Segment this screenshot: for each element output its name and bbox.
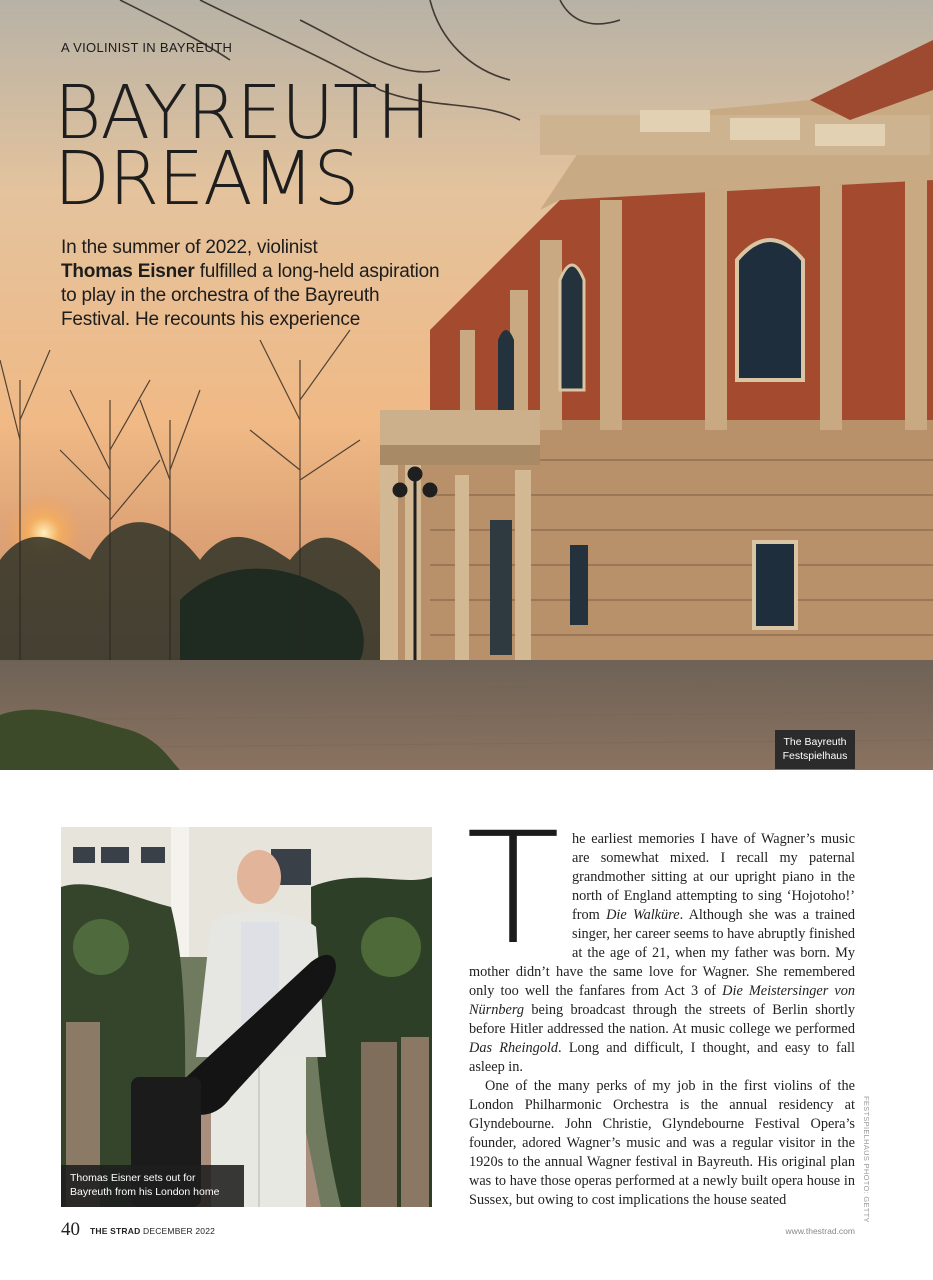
thomas-eisner-photo: [61, 827, 432, 1207]
photo-caption: Thomas Eisner sets out for Bayreuth from his London home: [61, 1165, 244, 1207]
photo-credit: FESTSPIELHAUS PHOTO: GETTY: [862, 1096, 871, 1223]
standfirst-rest: fulfilled a long-held aspiration to play in the orchestra of the Bayreuth Festival. He recounts his experience: [61, 261, 440, 330]
section-kicker: A VIOLINIST IN BAYREUTH: [61, 40, 233, 55]
issue-date: DECEMBER 2022: [143, 1226, 216, 1236]
article-headline: [54, 70, 431, 222]
standfirst-author-name: Thomas Eisner: [61, 261, 195, 282]
headline-line-1: BAYREUTH: [54, 70, 431, 156]
paragraph-2: One of the many perks of my job in the first violins of the London Philharmonic Orchestra is the annual residency at Glyndebourne. John Christie, Glyndebourne Festival Opera’s founder, adored Wagner’s music and was a regular visitor in the 1920s to the annual Wagner festival in Bayreuth. His original plan was to have those operas performed at a newly built opera house in Sussex, but owing to cost implications the house seated: [469, 1078, 855, 1208]
website-url: www.thestrad.com: [785, 1226, 855, 1236]
standfirst: [61, 236, 441, 332]
headline-line-2: DREAMS: [54, 136, 359, 222]
magazine-issue: [90, 1226, 215, 1236]
page-number: 40: [61, 1219, 80, 1240]
paragraph-1: he earliest memories I have of Wagner’s music are somewhat mixed. I recall my paternal grandmother sitting at our upright piano in the north of England attempting to sing ‘Hojotoho!’ from Die Walküre. Although she was a trained singer, her career seems to have abruptly finished at the age of 21, when my father was born. My mother didn’t have the same love for Wagner. She remembered only too well the fanfares from Act 3 of Die Meistersinger von Nürnberg being broadcast through the streets of Berlin shortly before Hitler addressed the nation. At music college we performed Das Rheingold. Long and difficult, I thought, and easy to fall asleep in.: [469, 831, 855, 1075]
standfirst-intro: In the summer of 2022, violinist: [61, 237, 318, 258]
drop-cap: T: [466, 800, 561, 979]
author-photo: [61, 827, 432, 1207]
article-body: [466, 800, 855, 1210]
magazine-name: THE STRAD: [90, 1226, 141, 1236]
hero-caption: The Bayreuth Festspielhaus: [775, 730, 855, 769]
